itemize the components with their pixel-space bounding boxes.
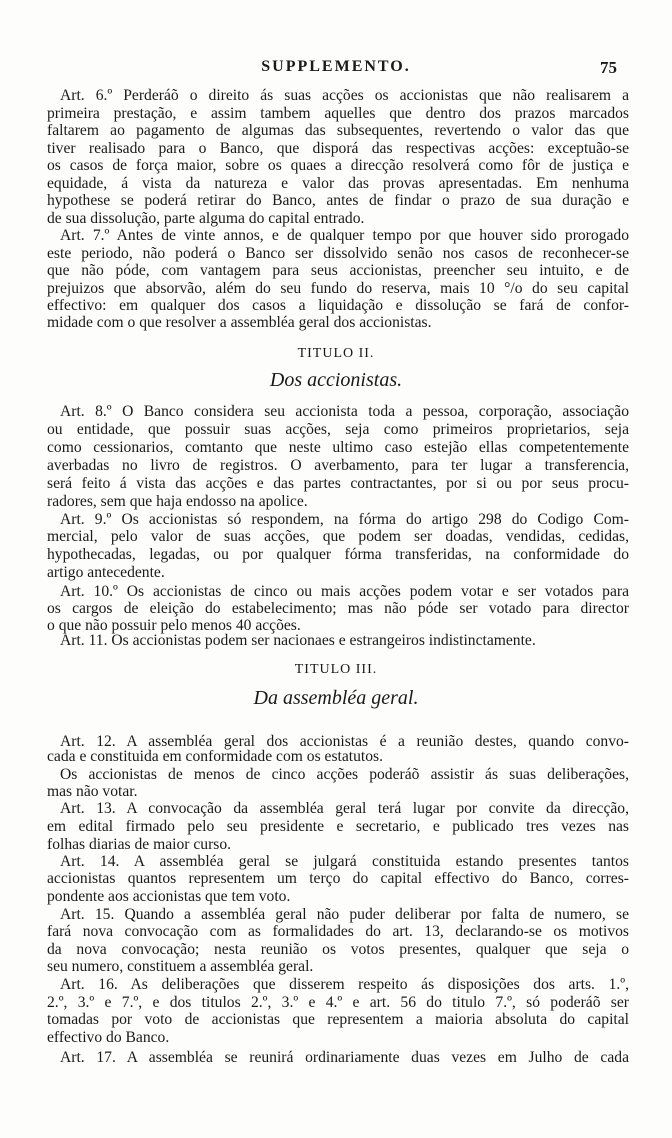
text-line: folhas diarias de maior curso. <box>47 836 232 853</box>
text-line: o que não possuir pelo menos 40 acções. <box>47 617 301 634</box>
text-line: que não póde, com vantagem para seus accionistas, preencher seu intuito, e de <box>47 262 629 279</box>
article-first-line: Art. 6.º Perderáõ o direito ás suas acções os accionistas que não realisarem a <box>60 87 629 104</box>
article-first-line: Art. 14. A assembléa geral se julgará constituida estando presentes tantos <box>60 853 629 870</box>
section-subtitle: Da assembléa geral. <box>253 687 419 709</box>
text-line: hypothecadas, legadas, ou por qualquer fórma transferidas, na conformidade do <box>47 546 629 563</box>
text-line: effectivo do Banco. <box>47 1029 170 1046</box>
text-line: tomadas por voto de accionistas que representem a maioria absoluta do capital <box>47 1011 629 1028</box>
text-line: ou entidade, que possuir suas acções, seja como primeiros proprietarios, seja <box>47 421 629 438</box>
text-line: radores, sem que haja endosso na apolice. <box>47 493 308 510</box>
article-first-line: Art. 11. Os accionistas podem ser nacionaes e estrangeiros indistinctamente. <box>60 632 536 649</box>
article-first-line: Art. 10.º Os accionistas de cinco ou mais acções podem votar e ser votados para <box>60 583 629 600</box>
text-line: artigo antecedente. <box>47 564 165 581</box>
text-line: fará nova convocação com as formalidades do art. 13, declarando-se os motivos <box>47 923 629 940</box>
article-first-line: Art. 7.º Antes de vinte annos, e de qualquer tempo por que houver sido prorogado <box>60 227 629 244</box>
text-line: faltarem ao pagamento de algumas das subsequentes, revertendo o valor das que <box>47 122 629 139</box>
text-line: os casos de força maior, sobre os quaes a direcção resolverá como fôr de justiça e <box>47 157 629 174</box>
text-line: em edital firmado pelo seu presidente e secretario, e publicado tres vezes nas <box>47 818 629 835</box>
page-number: 75 <box>600 58 617 77</box>
section-title: TITULO II. <box>297 346 375 361</box>
article-first-line: Art. 16. As deliberações que disserem respeito ás disposições dos arts. 1.º, <box>60 976 629 993</box>
text-line: pondente aos accionistas que tem voto. <box>47 888 291 905</box>
text-line: primeira prestação, e assim tambem aquelles que dentro dos prazos marcados <box>47 105 629 122</box>
text-line: como cessionarios, comtanto que neste ultimo caso estejão ellas competentemente <box>47 439 629 456</box>
text-line: effectivo: em qualquer dos casos a liquidação e dissolução se fará de confor- <box>47 297 629 314</box>
text-line: este periodo, não poderá o Banco ser dissolvido senão nos casos de reconhecer-se <box>47 245 629 262</box>
article-first-line: Art. 17. A assembléa se reunirá ordinariamente duas vezes em Julho de cada <box>60 1049 629 1066</box>
text-line: 2.º, 3.º e 7.º, e dos titulos 2.º, 3.º e 4.º e art. 56 do titulo 7.º, só poderáõ ser <box>47 994 629 1011</box>
text-line: mas não votar. <box>47 783 138 800</box>
article-first-line: Art. 8.º O Banco considera seu accionista toda a pessoa, corporação, associação <box>60 403 629 420</box>
article-first-line: Art. 13. A convocação da assembléa geral terá lugar por convite da direcção, <box>60 800 629 817</box>
text-line: os cargos de eleição do estabelecimento; mas não póde ser votado para director <box>47 600 629 617</box>
text-line: cada e constituida em conformidade com os estatutos. <box>47 748 384 765</box>
text-line: da nova convocação; nesta reunião os votos presentes, qualquer que seja o <box>47 941 629 958</box>
text-line: de sua dissolução, parte alguma do capital entrado. <box>47 210 365 227</box>
text-line: accionistas quantos representem um terço do capital effectivo do Banco, corres- <box>47 870 629 887</box>
section-subtitle: Dos accionistas. <box>269 369 403 391</box>
text-line: averbadas no livro de registros. O averbamento, para ter lugar a transferencia, <box>47 457 629 474</box>
article-first-line: Art. 9.º Os accionistas só respondem, na fórma do artigo 298 do Codigo Com- <box>60 511 629 528</box>
text-line: seu numero, constituem a assembléa geral. <box>47 958 314 975</box>
text-line: tiver realisado para o Banco, que disporá das respectivas acções: exceptuão-se <box>47 140 629 157</box>
section-title: TITULO III. <box>294 662 378 677</box>
text-line: midade com o que resolver a assembléa geral dos accionistas. <box>47 314 432 331</box>
text-line: será feito á vista das acções e das partes contractantes, por si ou por seus procu- <box>47 475 629 492</box>
text-line: mercial, pelo valor de suas acções, que podem ser doadas, vendidas, cedidas, <box>47 528 629 545</box>
article-first-line: Art. 15. Quando a assembléa geral não puder deliberar por falta de numero, se <box>60 906 629 923</box>
text-line: hypothese se poderá retirar do Banco, antes de findar o prazo de sua duração e <box>47 192 629 209</box>
text-line: prejuizos que absorvão, além do seu fundo do reserva, mais 10 °/o do seu capital <box>47 280 629 297</box>
article-first-line: Os accionistas de menos de cinco acções poderáõ assistir ás suas deliberações, <box>60 766 629 783</box>
article-first-line: Art. 12. A assembléa geral dos accionistas é a reunião destes, quando convo- <box>60 733 629 750</box>
running-header: SUPPLEMENTO. <box>261 58 411 75</box>
text-line: equidade, á vista da natureza e valor das provas apresentadas. Em nenhuma <box>47 175 629 192</box>
